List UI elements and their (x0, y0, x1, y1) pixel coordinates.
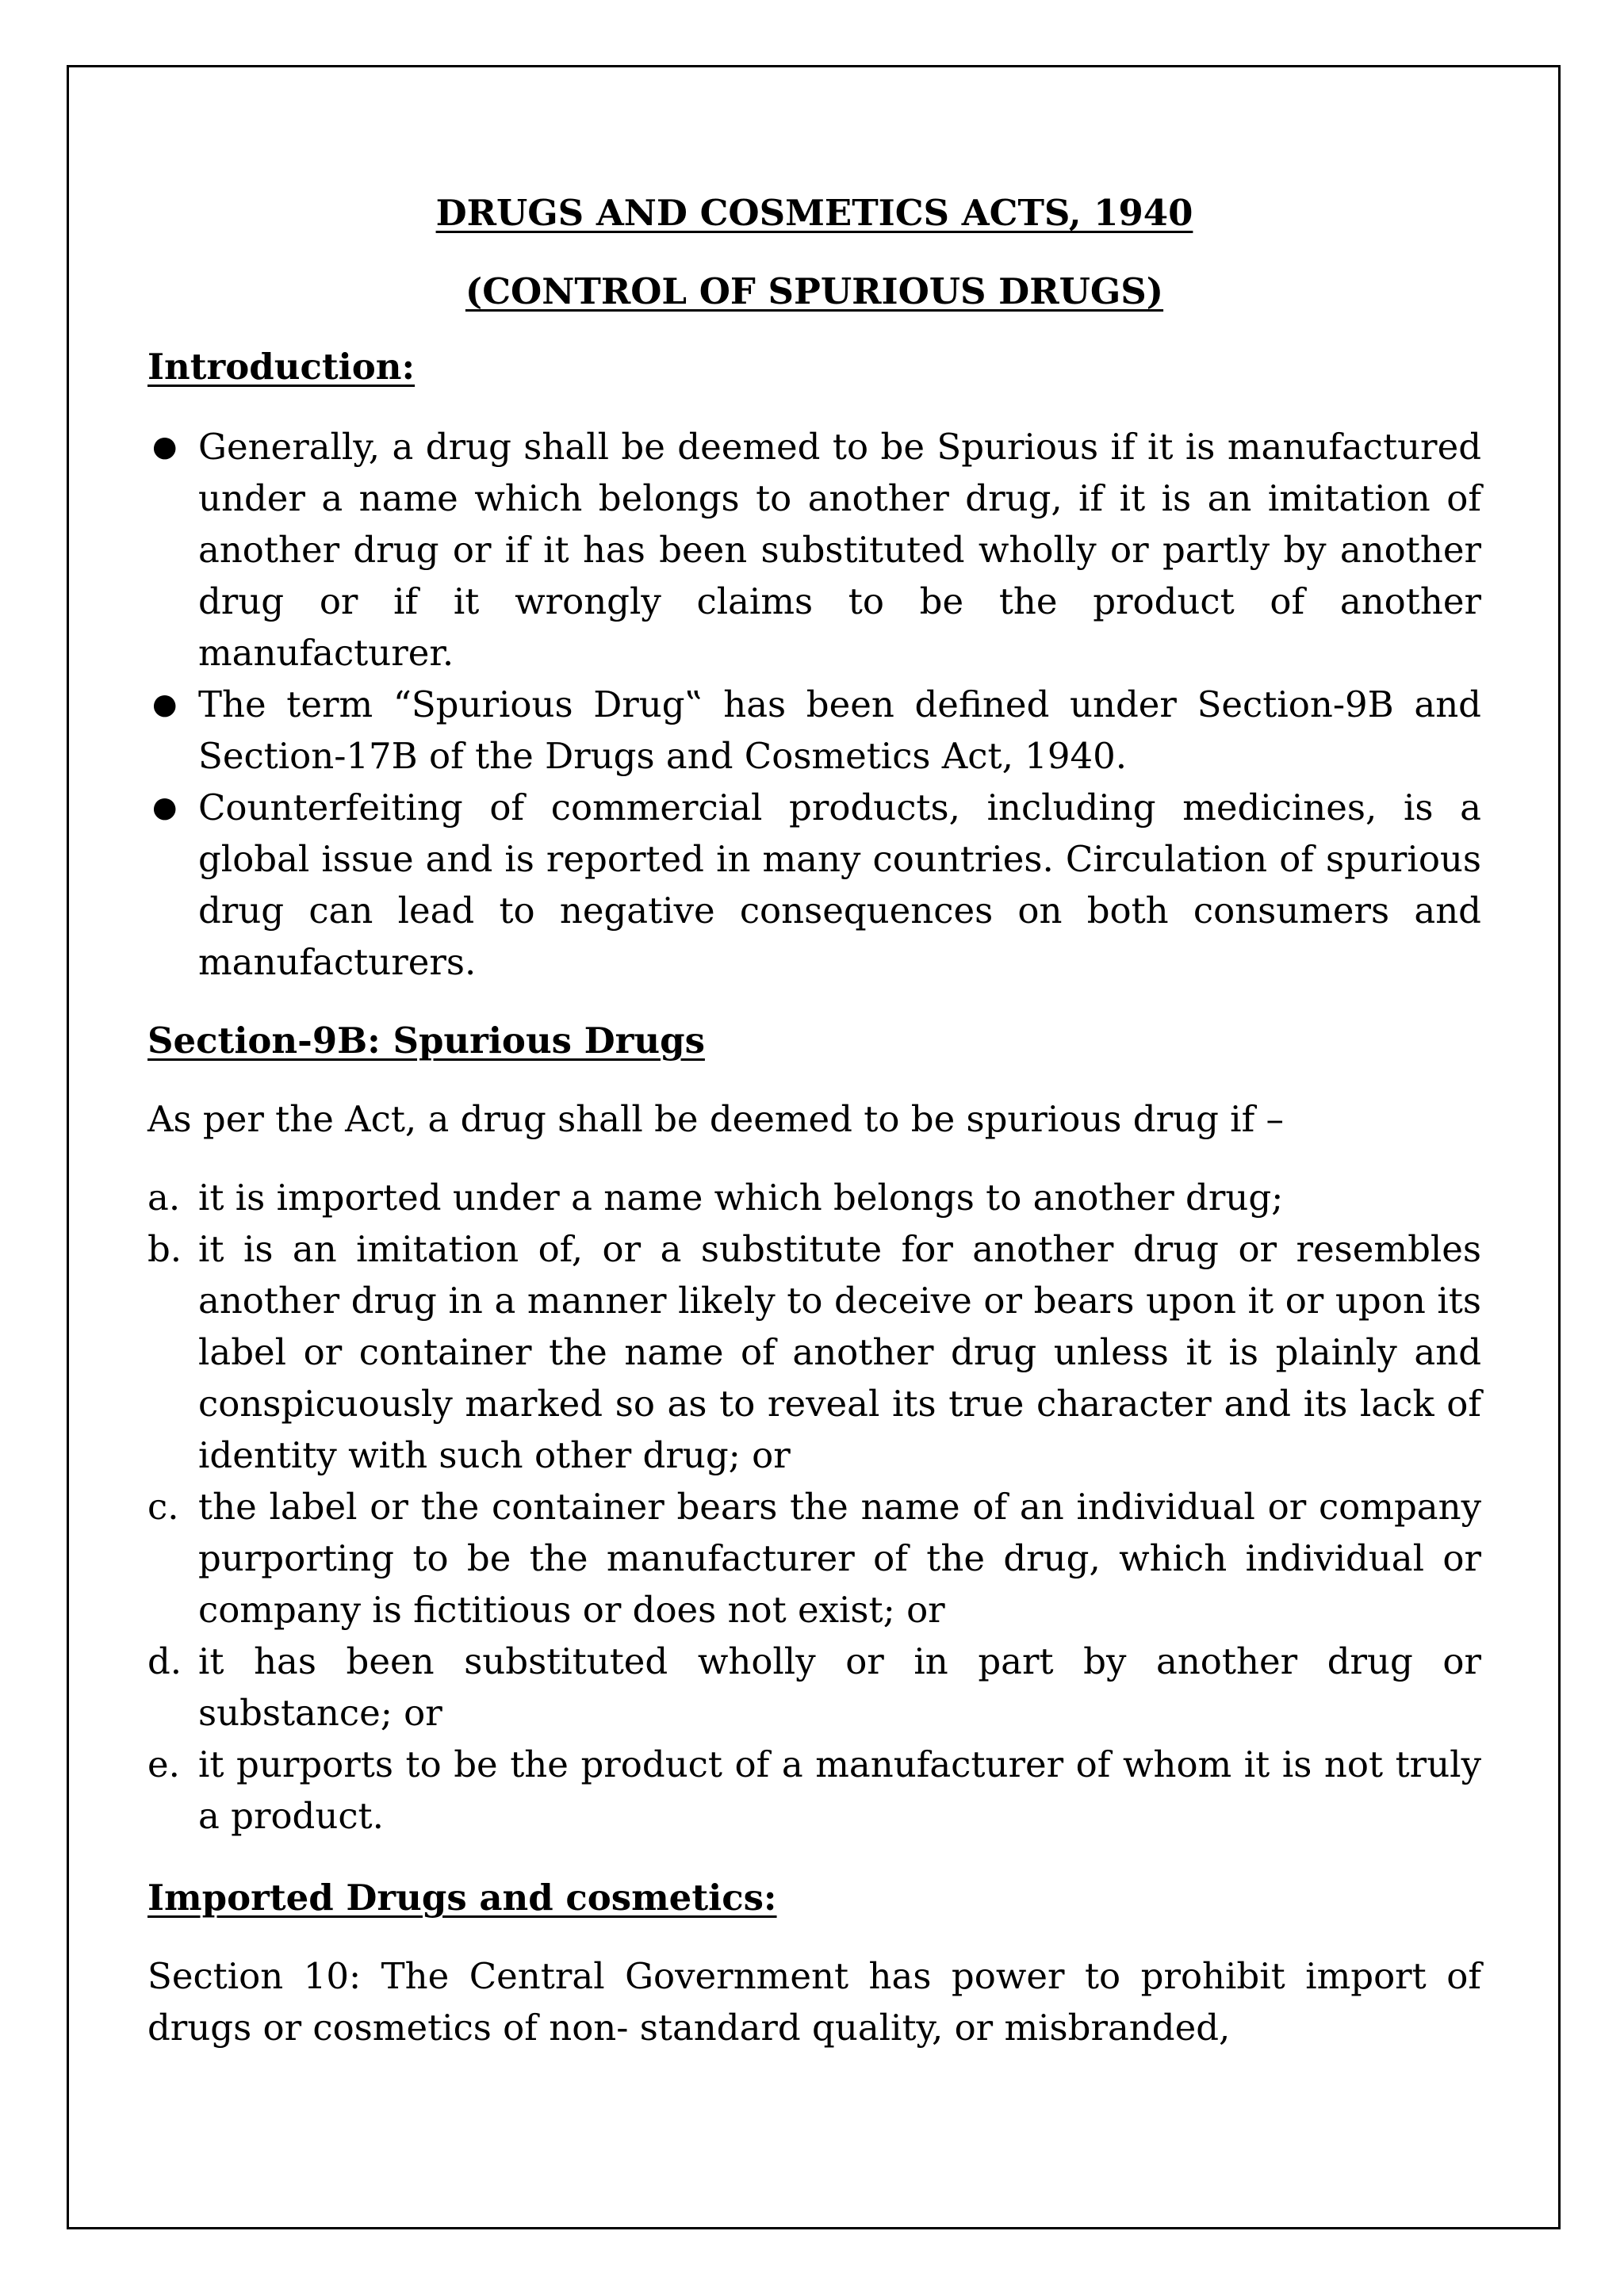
list-marker: d. (147, 1640, 182, 1682)
list-marker: c. (147, 1486, 179, 1528)
list-item (147, 679, 1481, 782)
section-9b-list (147, 1172, 1481, 1842)
list-item-text: it purports to be the product of a manufacturer of whom it is not truly a product. (198, 1743, 1481, 1837)
bullet-dot-icon: ● (152, 791, 178, 824)
section-9b-lead: As per the Act, a drug shall be deemed to be spurious drug if – (147, 1098, 1285, 1140)
list-item (147, 1636, 1481, 1739)
list-item (147, 1739, 1481, 1842)
list-item (147, 1172, 1481, 1223)
list-marker: e. (147, 1743, 180, 1785)
list-item-text: The term “Spurious Drug‟ has been defined under Section-9B and Section-17B of the Drugs and Cosmetics Act, 1940. (198, 683, 1481, 777)
document-body (147, 187, 1481, 2053)
section-9b-heading: Section-9B: Spurious Drugs (147, 1020, 705, 1062)
document-title: DRUGS AND COSMETICS ACTS, 1940 (435, 192, 1193, 234)
list-marker: a. (147, 1177, 181, 1219)
list-item-text: it is an imitation of, or a substitute for another drug or resembles another drug in a manner likely to deceive or bears upon it or upon its label or container the name of another drug unless it is plainly and conspicuously marked so as to reveal its true character and its lack of identity with such other drug; or (198, 1228, 1481, 1476)
bullet-dot-icon: ● (152, 430, 178, 463)
list-marker: b. (147, 1228, 182, 1270)
list-item-text: it is imported under a name which belongs to another drug; (198, 1177, 1284, 1219)
imported-paragraph: Section 10: The Central Government has power to prohibit import of drugs or cosmetics of non- standard quality, or misbranded, (147, 1955, 1481, 2049)
list-item-text: Counterfeiting of commercial products, including medicines, is a global issue and is reported in many countries. Circulation of spurious drug can lead to negative consequences on both consumers and manufacturers. (198, 786, 1481, 983)
list-item-text: the label or the container bears the name of an individual or company purporting to be the manufacturer of the drug, which individual or company is fictitious or does not exist; or (198, 1486, 1481, 1631)
introduction-list (147, 421, 1481, 988)
list-item (147, 1481, 1481, 1636)
list-item-text: it has been substituted wholly or in part by another drug or substance; or (198, 1640, 1481, 1734)
bullet-dot-icon: ● (152, 688, 178, 721)
list-item-text: Generally, a drug shall be deemed to be Spurious if it is manufactured under a name which belongs to another drug, if it is an imitation of another drug or if it has been substituted wholly or partly by another drug or if it wrongly claims to be the product of another manufacturer. (198, 426, 1481, 674)
introduction-heading: Introduction: (147, 346, 416, 388)
document-subtitle: (CONTROL OF SPURIOUS DRUGS) (465, 270, 1164, 312)
list-item (147, 1223, 1481, 1481)
list-item (147, 782, 1481, 988)
list-item (147, 421, 1481, 679)
imported-heading: Imported Drugs and cosmetics: (147, 1877, 777, 1919)
